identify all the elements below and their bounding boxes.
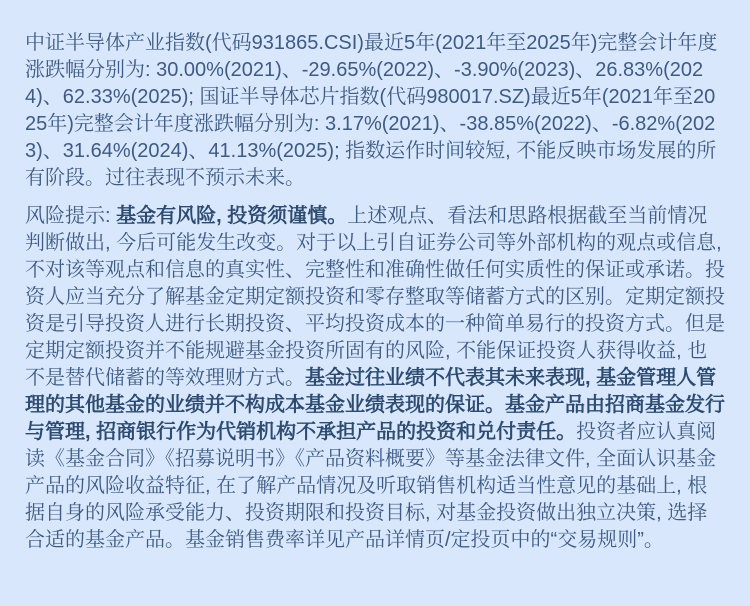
bold-text-segment: 基金有风险, 投资须谨慎。 [116, 205, 348, 227]
risk-disclaimer-paragraph [25, 203, 725, 554]
bold-text-segment: 基金过往业绩不代表其未来表现, 基金管理人管理的其他基金的业绩并不构成本基金业绩表现的保证。基金产品由招商基金发行与管理, 招商银行作为代销机构不承担产品的投资和兑付责任。 [25, 367, 725, 443]
text-segment: 中证半导体产业指数(代码931865.CSI)最近5年(2021年至2025年)完整会计年度涨跌幅分别为: 30.00%(2021)、-29.65%(2022)、-3.90%(2023)、26.83%(2024)、62.33%(2025); 国证半导体芯片指数(代码980017.SZ)最近5年(2021年至2025年)完整会计年度涨跌幅分别为: 3.17%(2021)、-38.85%(2022)、-6.82%(2023)、31.64%(2024)、41.13%(2025); 指数运作时间较短, 不能反映市场发展的所有阶段。过往表现不预示未来。 [25, 32, 718, 189]
index-performance-paragraph [25, 30, 725, 192]
text-segment: 上述观点、看法和思路根据截至当前情况判断做出, 今后可能发生改变。对于以上引自证券公司等外部机构的观点或信息, 不对该等观点和信息的真实性、完整性和准确性做任何实质性的保证或承诺。投资人应当充分了解基金定期定额投资和零存整取等储蓄方式的区别。定期定额投资是引导投资人进行长期投资、平均投资成本的一种简单易行的投资方式。但是定期定额投资并不能规避基金投资所固有的风险, 不能保证投资人获得收益, 也不是替代储蓄的等效理财方式。 [25, 205, 725, 389]
text-segment: 投资者应认真阅读《基金合同》《招募说明书》《产品资料概要》等基金法律文件, 全面认识基金产品的风险收益特征, 在了解产品情况及听取销售机构适当性意见的基础上, 根据自身的风险承受能力、投资期限和投资目标, 对基金投资做出独立决策, 选择合适的基金产品。基金销售费率详见产品详情页/定投页中的“交易规则”。 [25, 421, 717, 551]
text-segment: 风险提示: [25, 205, 117, 227]
